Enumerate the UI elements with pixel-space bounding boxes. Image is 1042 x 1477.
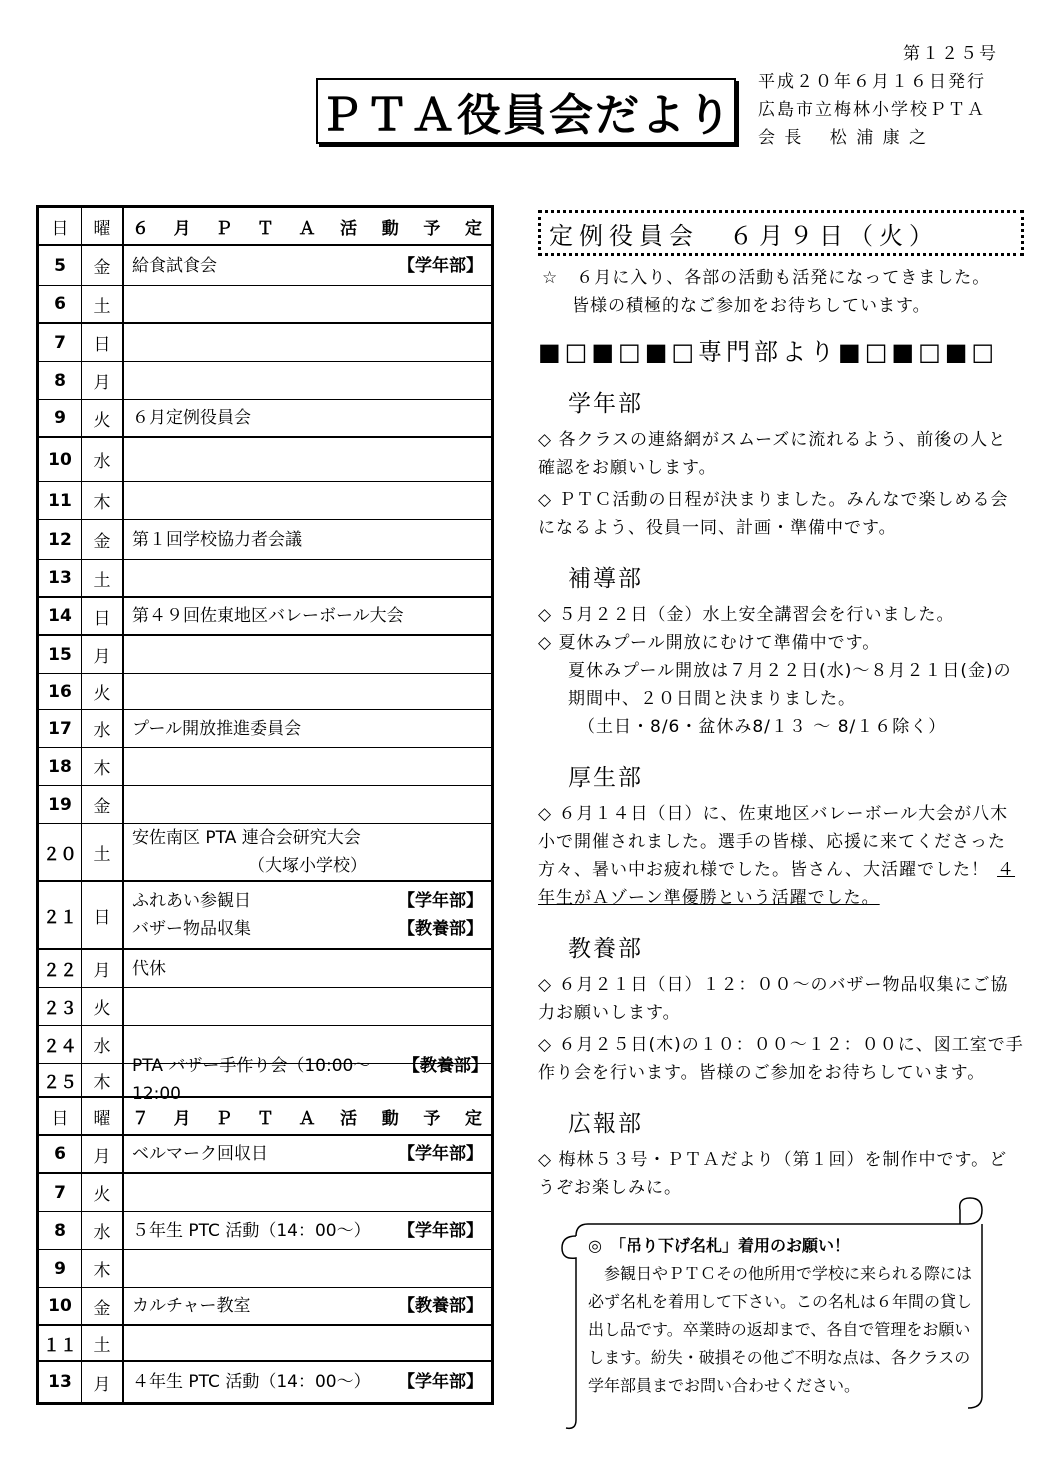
issue-number: 第１２５号 [903, 44, 998, 64]
event-text-2: バザー物品収集 [132, 919, 251, 939]
event-cell [124, 824, 491, 880]
title-char: 動 [381, 1108, 400, 1129]
dept-hodo-bullet-2: ◇ 夏休みプール開放にむけて準備中です。 [538, 633, 881, 653]
weekday-cell: 土 [82, 1326, 124, 1360]
event-dept-tag: 【教養部】 [398, 1296, 483, 1316]
weekday-cell: 日 [82, 598, 124, 634]
event-text: カルチャー教室 [132, 1296, 251, 1316]
schedule-table [36, 205, 494, 1405]
schedule-row [39, 636, 491, 674]
day-cell: 18 [39, 748, 82, 785]
event-dept-tag: 【学年部】 [398, 255, 483, 276]
weekday-cell: 土 [82, 560, 124, 596]
event-text: PTA バザー手作り会（10:00～12:00 [132, 1056, 371, 1104]
title-char: 動 [381, 218, 400, 239]
weekday-cell: 月 [82, 950, 124, 987]
weekday-cell: 月 [82, 636, 124, 673]
schedule-row [39, 1056, 491, 1104]
event-dept-tag: 【学年部】 [398, 891, 483, 911]
notice-scroll [548, 1196, 994, 1432]
day-cell: 10 [39, 1288, 82, 1324]
schedule-row [39, 1288, 491, 1326]
event-dept-tag: 【学年部】 [398, 1144, 483, 1164]
section-banner: ■□■□■□専門部より■□■□■□ [538, 338, 999, 366]
day-cell: 15 [39, 636, 82, 673]
title-char: ７ [132, 1108, 150, 1129]
event-cell [124, 1136, 491, 1172]
event-cell [124, 786, 491, 823]
schedule-title [132, 1104, 483, 1129]
event-cell [124, 1212, 491, 1249]
day-cell: ２４ [39, 1026, 82, 1063]
event-cell [124, 674, 491, 709]
weekday-cell: 日 [82, 324, 124, 361]
dept-hodo-bullet-1: ◇ ５月２２日（金）水上安全講習会を行いました。 [538, 605, 955, 625]
title-char: Ｔ [256, 218, 275, 239]
weekday-cell: 日 [82, 882, 124, 948]
event-text: ６月定例役員会 [132, 408, 251, 428]
day-cell: 7 [39, 1174, 82, 1211]
day-cell: 9 [39, 1250, 82, 1287]
day-cell: 12 [39, 520, 82, 559]
schedule-row [39, 286, 491, 324]
day-cell: ２０ [39, 824, 82, 880]
schedule-row [39, 1326, 491, 1362]
dept-hodo-sub-1: 夏休みプール開放は７月２２日(水)～８月２１日(金)の期間中、２０日間と決まりました。 [568, 661, 1012, 709]
event-cell [124, 560, 491, 596]
event-cell [124, 950, 491, 987]
dept-koho-title: 広報部 [568, 1111, 643, 1137]
title-char: Ｔ [256, 1108, 275, 1129]
day-cell: 13 [39, 560, 82, 596]
title-char: Ａ [298, 218, 317, 239]
weekday-cell: 月 [82, 1362, 124, 1402]
title-char: ６ [132, 218, 150, 239]
day-cell: ２２ [39, 950, 82, 987]
event-cell [124, 246, 491, 285]
schedule-row [39, 710, 491, 748]
dept-kosei-bullet [538, 800, 1024, 912]
schedule-row [39, 324, 491, 362]
event-dept-tag: 【教養部】 [402, 1056, 488, 1076]
day-cell: 8 [39, 1212, 82, 1249]
event-cell [124, 520, 491, 559]
day-cell: 9 [39, 400, 82, 436]
dept-kosei-highlight: ４年生がＡゾーン準優勝という活躍でした。 [538, 860, 1016, 908]
school-name: 広島市立梅林小学校ＰＴＡ [758, 100, 986, 120]
event-cell [124, 1250, 491, 1287]
event-text: ５年生 PTC 活動（14：00～） [132, 1220, 371, 1241]
schedule-row [39, 950, 491, 988]
event-text: 代休 [132, 958, 166, 979]
dept-hodo-sub-2: （土日・8/6・盆休み8/１３ ～ 8/１６除く） [578, 717, 947, 737]
day-cell: 16 [39, 674, 82, 709]
day-cell: 5 [39, 246, 82, 285]
event-cell [124, 1056, 491, 1104]
day-header: 日 [39, 1098, 82, 1134]
event-cell [124, 748, 491, 785]
day-cell: 8 [39, 362, 82, 399]
schedule_june-header-row [39, 208, 491, 246]
day-cell: 11 [39, 482, 82, 519]
event-cell [124, 400, 491, 436]
schedule-row [39, 362, 491, 400]
event-text: 第１回学校協力者会議 [132, 529, 302, 550]
dept-gakunen-bullet-1: ◇ 各クラスの連絡網がスムーズに流れるよう、前後の人と確認をお願いします。 [538, 430, 1007, 478]
title-char: 予 [423, 218, 442, 239]
title-char: 定 [465, 218, 483, 239]
schedule-row [39, 438, 491, 482]
meeting-text-1: ☆ ６月に入り、各部の活動も活発になってきました。 [542, 268, 991, 288]
president-name: 会 長 松 浦 康 之 [758, 128, 929, 148]
weekday-cell: 水 [82, 438, 124, 481]
event-cell [124, 1288, 491, 1324]
event-cell [124, 1362, 491, 1402]
dept-kosei-text: ◇ ６月１４日（日）に、佐東地区バレーボール大会が八木小で開催されました。選手の皆様、応援に来てくださった方々、暑い中お疲れ様でした。皆さん、大活躍でした！ [538, 804, 1009, 880]
title-char: 活 [340, 218, 359, 239]
title-char: 月 [173, 218, 192, 239]
event-cell [124, 1174, 491, 1211]
event-text: プール開放推進委員会 [132, 718, 302, 739]
title-char: 月 [173, 1108, 192, 1129]
schedule-row [39, 674, 491, 710]
notice-body: 参観日やＰＴＣその他所用で学校に来られる際には必ず名札を着用して下さい。この名札は６年間の貸し出し品です。卒業時の返却まで、各自で管理をお願いします。紛失・破損その他ご不明な点は、各クラスの学年部員までお問い合わせください。 [588, 1264, 973, 1395]
weekday-cell: 火 [82, 674, 124, 709]
event-cell [124, 988, 491, 1025]
schedule-title [132, 214, 483, 239]
dept-gakunen-bullet-2: ◇ ＰＴＣ活動の日程が決まりました。みんなで楽しめる会になるよう、役員一同、計画・準備中です。 [538, 490, 1009, 538]
event-dept-tag: 【学年部】 [398, 1220, 483, 1241]
event-cell [124, 362, 491, 399]
weekday-cell: 金 [82, 1288, 124, 1324]
event-cell [124, 482, 491, 519]
schedule-row [39, 598, 491, 636]
schedule-row [39, 882, 491, 950]
weekday-header: 曜 [82, 1098, 124, 1134]
weekday-cell: 水 [82, 710, 124, 747]
weekday-cell: 木 [82, 1250, 124, 1287]
day-cell: 6 [39, 286, 82, 322]
dept-kyoyo-bullet-2: ◇ ６月２５日(木)の１０：００～１２：００に、図工室で手作り会を行います。皆様のご参加をお待ちしています。 [538, 1035, 1024, 1083]
weekday-cell: 月 [82, 362, 124, 399]
schedule-row [39, 786, 491, 824]
meeting-heading: 定例役員会 ６月９日（火） [538, 210, 1024, 256]
day-cell: 14 [39, 598, 82, 634]
day-cell: ２３ [39, 988, 82, 1025]
event-cell [124, 710, 491, 747]
schedule-row [39, 1250, 491, 1288]
schedule-row [39, 824, 491, 882]
schedule-row [39, 400, 491, 438]
weekday-cell: 水 [82, 1026, 124, 1063]
event-text-2: （大塚小学校） [248, 856, 367, 876]
title-char: 活 [340, 1108, 359, 1129]
schedule-row [39, 520, 491, 560]
day-cell: 6 [39, 1136, 82, 1172]
event-text: ふれあい参観日 [132, 891, 251, 911]
title-char: 予 [423, 1108, 442, 1129]
dept-kosei-title: 厚生部 [568, 765, 643, 791]
dept-gakunen-title: 学年部 [568, 391, 643, 417]
weekday-cell: 木 [82, 1064, 124, 1096]
right-column [538, 210, 1024, 1202]
notice-text [588, 1232, 978, 1400]
dept-hodo-title: 補導部 [568, 566, 643, 592]
event-text: ベルマーク回収日 [132, 1144, 268, 1164]
schedule-row [39, 748, 491, 786]
weekday-cell: 木 [82, 482, 124, 519]
weekday-header: 曜 [82, 208, 124, 244]
issue-meta [758, 40, 998, 152]
title-char: 定 [465, 1108, 483, 1129]
weekday-cell: 金 [82, 786, 124, 823]
dept-kyoyo-bullet-1: ◇ ６月２１日（日）１２：００～のバザー物品収集にご協力お願いします。 [538, 975, 1009, 1023]
weekday-cell: 火 [82, 1174, 124, 1211]
title-char: Ｐ [215, 218, 234, 239]
notice-title: ◎ 「吊り下げ名札」着用のお願い！ [588, 1236, 850, 1255]
dept-kyoyo-title: 教養部 [568, 936, 643, 962]
page-title: ＰＴＡ役員会だより [316, 78, 736, 144]
meeting-text-2: 皆様の積極的なご参加をお待ちしています。 [572, 296, 931, 316]
day-cell: １１ [39, 1326, 82, 1360]
day-cell: ２５ [39, 1064, 82, 1096]
event-text: 安佐南区 PTA 連合会研究大会 [132, 828, 361, 848]
weekday-cell: 木 [82, 748, 124, 785]
title-char: Ｐ [215, 1108, 234, 1129]
weekday-cell: 金 [82, 246, 124, 285]
weekday-cell: 火 [82, 988, 124, 1025]
day-cell: 10 [39, 438, 82, 481]
event-cell [124, 636, 491, 673]
title-char: Ａ [298, 1108, 317, 1129]
schedule_july-header-row [39, 1098, 491, 1136]
day-cell: 7 [39, 324, 82, 361]
event-dept-tag-2: 【教養部】 [398, 919, 483, 939]
schedule-row [39, 560, 491, 598]
day-cell: ２１ [39, 882, 82, 948]
schedule-row [39, 1136, 491, 1174]
schedule-row [39, 246, 491, 286]
event-cell [124, 286, 491, 322]
schedule-row [39, 1362, 491, 1402]
weekday-cell: 月 [82, 1136, 124, 1172]
event-cell [124, 438, 491, 481]
day-cell: 13 [39, 1362, 82, 1402]
event-text: 第４９回佐東地区バレーボール大会 [132, 606, 404, 626]
weekday-cell: 火 [82, 400, 124, 436]
dept-koho-bullet: ◇ 梅林５３号・ＰＴＡだより（第１回）を制作中です。どうぞお楽しみに。 [538, 1150, 1008, 1198]
schedule-row [39, 988, 491, 1026]
event-dept-tag: 【学年部】 [398, 1372, 483, 1392]
weekday-cell: 水 [82, 1212, 124, 1249]
day-cell: 19 [39, 786, 82, 823]
event-text: 給食試食会 [132, 255, 217, 276]
event-cell [124, 882, 491, 948]
schedule-row [39, 482, 491, 520]
weekday-cell: 土 [82, 824, 124, 880]
schedule-row [39, 1212, 491, 1250]
day-header: 日 [39, 208, 82, 244]
event-cell [124, 598, 491, 634]
day-cell: 17 [39, 710, 82, 747]
event-text: ４年生 PTC 活動（14：00～） [132, 1372, 371, 1392]
event-cell [124, 324, 491, 361]
weekday-cell: 金 [82, 520, 124, 559]
schedule-row [39, 1174, 491, 1212]
issue-date: 平成２０年６月１６日発行 [758, 72, 986, 92]
event-cell [124, 1326, 491, 1360]
weekday-cell: 土 [82, 286, 124, 322]
